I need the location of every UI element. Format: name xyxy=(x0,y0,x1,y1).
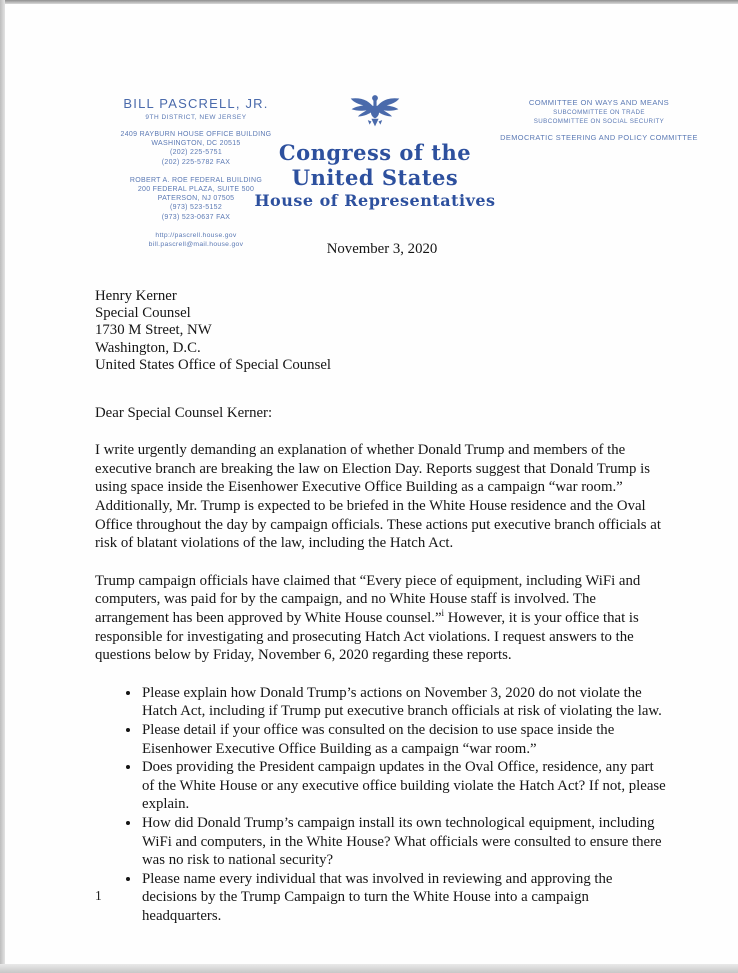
list-item: • Please explain how Donald Trump’s actions on November 3, 2020 do not violate the Hatch Act, including if Trump put executive branch officials at risk of violating the law. xyxy=(141,684,669,721)
list-item: • Please detail if your office was consulted on the decision to use space inside the Eisenhower Executive Office Building as a campaign “war room.” xyxy=(141,721,669,758)
footnote-marker: i xyxy=(441,608,445,619)
paragraph-2-text: Trump campaign officials have claimed that “Every piece of equipment, including WiFi and computers, was paid for by the campaign, and no White House staff is involved. The arrangement has been approved by White House counsel.” xyxy=(95,572,641,626)
scan-edge-bottom xyxy=(0,964,738,973)
page-number: 1 xyxy=(95,888,102,903)
dc-office-phone: (202) 225-5751 xyxy=(169,149,223,157)
nj-office-line: PATERSON, NJ 07505 xyxy=(157,195,235,203)
paragraph-1: I write urgently demanding an explanation of whether Donald Trump and members of the executive branch are breaking the law on Election Day. Reports suggest that Donald Trump is using space inside the Eisenhower Executive Office Building as a campaign “war room.” Additionally, Mr. Trump is expected to be briefed in the White House residence and the Oval Office throughout the day by campaign officials. These actions put executive branch officials at risk of blatant violations of the law, including the Hatch Act. xyxy=(95,442,661,552)
committee-dem-steering: DEMOCRATIC STEERING AND POLICY COMMITTEE xyxy=(500,133,698,142)
paragraph-2 xyxy=(95,572,669,665)
list-item: • How did Donald Trump’s campaign install its own technological equipment, including WiFi and computers, in the White House? What officials were consulted to ensure there was no risk to national security? xyxy=(141,814,669,870)
paragraph-2-text-cont: However, it is your office that is responsible for investigating and prosecuting Hatch Act violations. I request answers to the questions below by Friday, November 6, 2020 regarding these reports. xyxy=(95,609,639,664)
committee-ways-means: COMMITTEE ON WAYS AND MEANS xyxy=(528,98,670,107)
website-url: http://pascrell.house.gov xyxy=(155,231,237,239)
letter-body xyxy=(95,240,669,925)
member-district: 9TH DISTRICT, NEW JERSEY xyxy=(145,114,247,121)
salutation: Dear Special Counsel Kerner: xyxy=(95,404,273,421)
us-congress-eagle-seal-icon xyxy=(348,119,402,136)
nj-office-phone: (973) 523-5152 xyxy=(169,204,223,212)
list-item: • Please name every individual that was involved in reviewing and approving the decisions by the Trump Campaign to turn the White House into a campaign headquarters. xyxy=(141,870,669,926)
nj-office-line: 200 FEDERAL PLAZA, SUITE 500 xyxy=(137,186,255,194)
recipient-address-block xyxy=(95,288,669,375)
letterhead-committees-block xyxy=(473,98,725,142)
recipient-title: Special Counsel xyxy=(95,305,191,321)
recipient-org: United States Office of Special Counsel xyxy=(95,357,332,374)
dc-office-line: WASHINGTON, DC 20515 xyxy=(151,140,241,148)
email-address: bill.pascrell@mail.house.gov xyxy=(148,240,244,248)
subcommittee-social-security: SUBCOMMITTEE ON SOCIAL SECURITY xyxy=(533,118,665,125)
recipient-name: Henry Kerner xyxy=(95,287,177,304)
list-item: • Does providing the President campaign updates in the Oval Office, residence, any part of the White House or any executive office building violate the Hatch Act? If not, please explain. xyxy=(141,758,669,814)
letter-page xyxy=(5,4,738,964)
letterhead-center-block xyxy=(245,92,505,210)
questions-list xyxy=(95,684,669,926)
recipient-city: Washington, D.C. xyxy=(95,339,201,356)
letter-date: November 3, 2020 xyxy=(326,241,438,257)
house-subtitle: House of Representatives xyxy=(254,191,496,210)
nj-office-fax: (973) 523-0637 FAX xyxy=(161,213,231,221)
subcommittee-trade: SUBCOMMITTEE ON TRADE xyxy=(553,109,645,116)
nj-office-line: ROBERT A. ROE FEDERAL BUILDING xyxy=(129,176,263,184)
congress-title: Congress of the United States xyxy=(278,140,472,190)
recipient-street: 1730 M Street, NW xyxy=(95,322,212,339)
member-name: BILL PASCRELL, JR. xyxy=(123,96,269,111)
dc-office-line: 2409 RAYBURN HOUSE OFFICE BUILDING xyxy=(120,131,272,138)
dc-office-fax: (202) 225-5782 FAX xyxy=(161,158,231,166)
